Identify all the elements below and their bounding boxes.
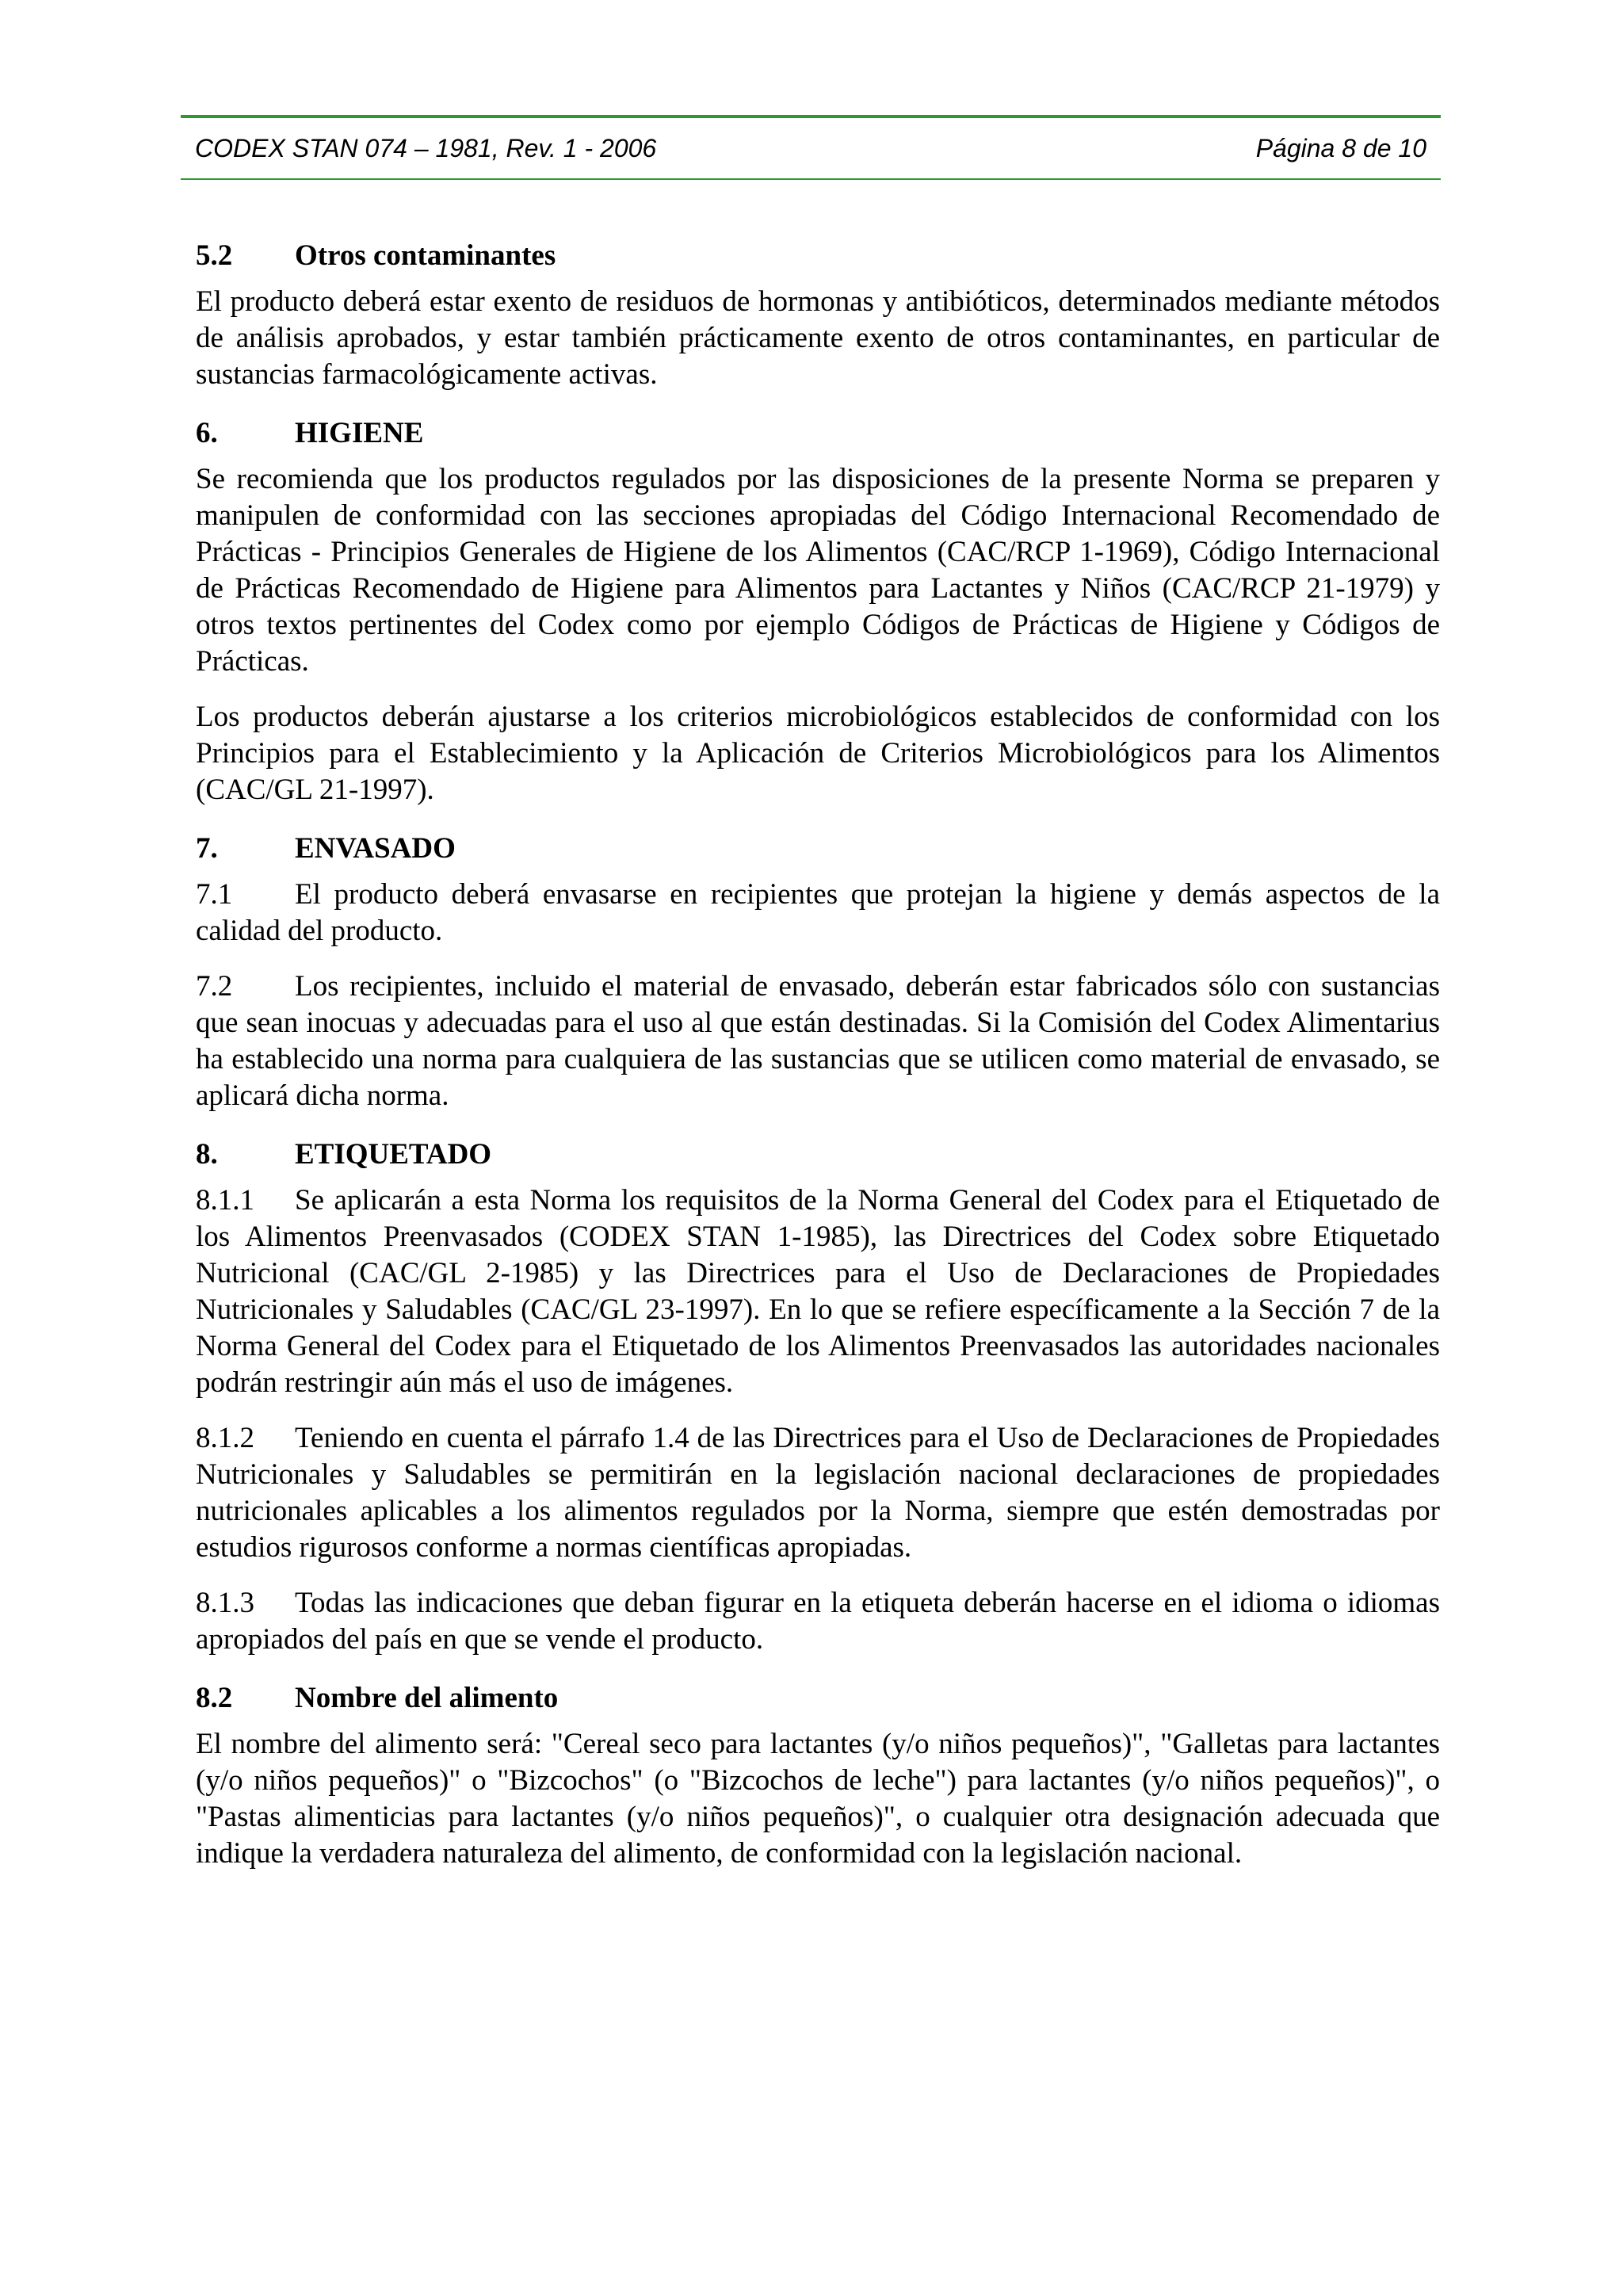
section-6 <box>196 415 1440 808</box>
section-heading <box>196 831 1440 867</box>
paragraph-number: 8.1.3 <box>196 1587 254 1619</box>
section-number: 7. <box>196 832 218 865</box>
paragraph <box>196 877 1440 949</box>
header-document-id: CODEX STAN 074 – 1981, Rev. 1 - 2006 <box>195 133 657 162</box>
document-body <box>196 238 1440 1894</box>
paragraph-number: 7.2 <box>196 970 233 1003</box>
paragraph-number: 7.1 <box>196 878 233 911</box>
paragraph <box>196 968 1440 1114</box>
section-heading <box>196 238 1440 274</box>
paragraph <box>196 1420 1440 1566</box>
section-7 <box>196 831 1440 1114</box>
section-8 <box>196 1137 1440 1658</box>
paragraph-text: Todas las indicaciones que deban figurar en la etiqueta deberán hacerse en el idioma o idiomas apropiados del país en que se vende el producto. <box>196 1587 1440 1656</box>
paragraph: Se recomienda que los productos regulados por las disposiciones de la presente Norma se preparen y manipulen de conformidad con las secciones apropiadas del Código Internacional Recomendado de Prácticas - Principios Generales de Higiene de los Alimentos (CAC/RCP 1-1969), Código Internacional de Prácticas Recomendado de Higiene para Alimentos para Lactantes y Niños (CAC/RCP 21-1979) y otros textos pertinentes del Codex como por ejemplo Códigos de Prácticas de Higiene y Códigos de Prácticas. <box>196 463 1440 678</box>
paragraph: El nombre del alimento será: "Cereal seco para lactantes (y/o niños pequeños)", "Galletas para lactantes (y/o niños pequeños)" o "Bizcochos" (o "Bizcochos de leche") para lactantes (y/o niños pequeños)", o "Pastas alimenticias para lactantes (y/o niños pequeños)", o cualquier otra designación adecuada que indique la verdadera naturaleza del alimento, de conformidad con la legislación nacional. <box>196 1728 1440 1870</box>
section-heading <box>196 1680 1440 1717</box>
section-5-2 <box>196 238 1440 393</box>
section-number: 8. <box>196 1138 218 1171</box>
section-number: 5.2 <box>196 239 233 272</box>
header-page-number: Página 8 de 10 <box>1255 133 1426 162</box>
section-heading <box>196 415 1440 452</box>
section-title: Otros contaminantes <box>295 239 556 272</box>
paragraph-text: Teniendo en cuenta el párrafo 1.4 de las Directrices para el Uso de Declaraciones de Propiedades Nutricionales y Saludables se permitirán en la legislación nacional declaraciones de propiedades nutricionales aplicables a los alimentos regulados por la Norma, siempre que estén demostradas por estudios rigurosos conforme a normas científicas apropiadas. <box>196 1422 1440 1564</box>
section-title: Nombre del alimento <box>295 1682 559 1714</box>
paragraph: El producto deberá estar exento de residuos de hormonas y antibióticos, determinados mediante métodos de análisis aprobados, y estar también prácticamente exento de otros contaminantes, en particular de sustancias farmacológicamente activas. <box>196 285 1440 391</box>
paragraph: Los productos deberán ajustarse a los criterios microbiológicos establecidos de conformidad con los Principios para el Establecimiento y la Aplicación de Criterios Microbiológicos para los Alimentos (CAC/GL 21-1997). <box>196 701 1440 806</box>
section-number: 8.2 <box>196 1682 233 1714</box>
paragraph-text: Los recipientes, incluido el material de envasado, deberán estar fabricados sólo con sustancias que sean inocuas y adecuadas para el uso al que están destinadas. Si la Comisión del Codex Alimentarius ha establecido una norma para cualquiera de las sustancias que se utilicen como material de envasado, se aplicará dicha norma. <box>196 970 1440 1112</box>
section-title: ETIQUETADO <box>295 1138 492 1171</box>
paragraph-number: 8.1.2 <box>196 1422 254 1454</box>
section-8-2 <box>196 1680 1440 1872</box>
paragraph-text: El producto deberá envasarse en recipientes que protejan la higiene y demás aspectos de la calidad del producto. <box>196 878 1440 947</box>
paragraph-text: Se aplicarán a esta Norma los requisitos de la Norma General del Codex para el Etiquetado de los Alimentos Preenvasados (CODEX STAN 1-1985), las Directrices del Codex sobre Etiquetado Nutricional (CAC/GL 2-1985) y las Directrices para el Uso de Declaraciones de Propiedades Nutricionales y Saludables (CAC/GL 23-1997). En lo que se refiere específicamente a la Sección 7 de la Norma General del Codex para el Etiquetado de los Alimentos Preenvasados las autoridades nacionales podrán restringir aún más el uso de imágenes. <box>196 1184 1440 1399</box>
section-title: ENVASADO <box>295 832 456 865</box>
section-number: 6. <box>196 417 218 449</box>
paragraph <box>196 1182 1440 1401</box>
paragraph <box>196 1585 1440 1658</box>
paragraph-number: 8.1.1 <box>196 1184 254 1217</box>
section-title: HIGIENE <box>295 417 424 449</box>
section-heading <box>196 1137 1440 1173</box>
page-header <box>181 115 1441 180</box>
